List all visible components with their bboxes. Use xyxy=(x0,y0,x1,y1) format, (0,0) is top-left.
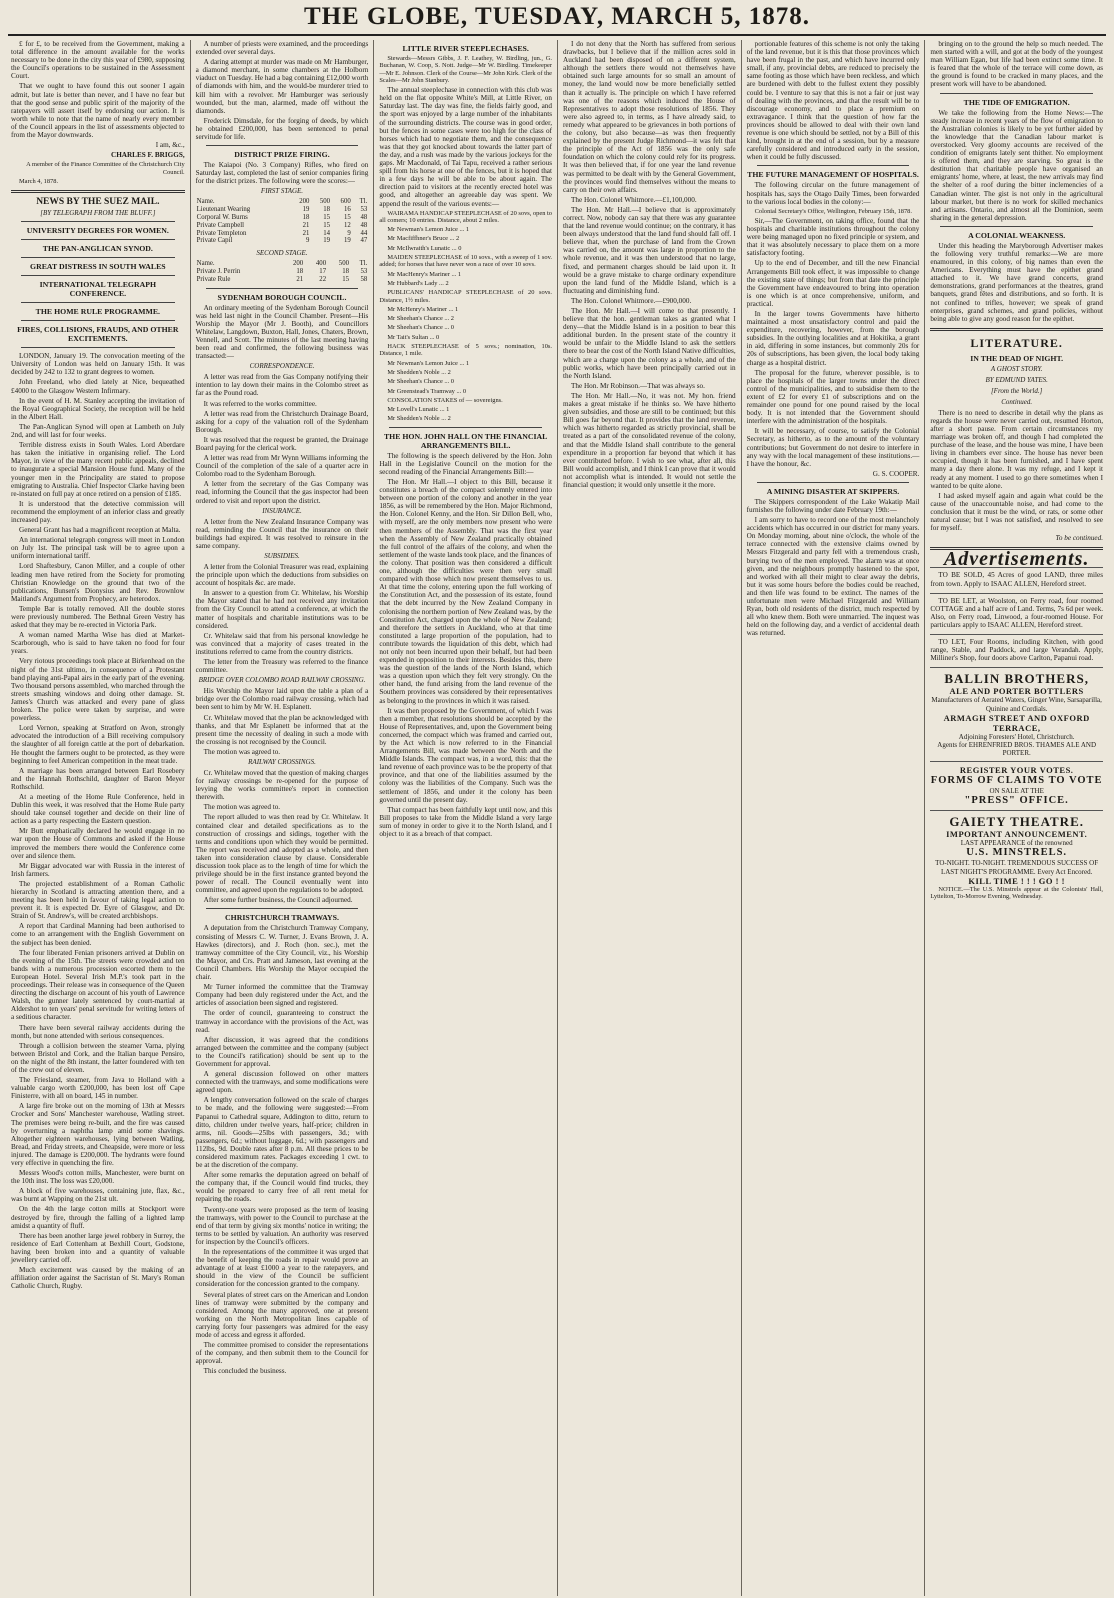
table-header-cell: Tl. xyxy=(359,260,368,268)
paragraph: A letter from the New Zealand Insurance Company was read, reminding the Council that the insurance on their buildings had expired. It was resolved to reinsure in the same company. xyxy=(195,517,369,550)
masthead xyxy=(8,0,1106,36)
paragraph: Lord Shaftesbury, Canon Miller, and a couple of other leading men have retired from the Society for promoting Christian Knowledge on the ground that two of the publications, Bunsen's Dionysius and Rev. Brownlow Maitland's Argument from Prophecy, are heterodox. xyxy=(11,562,185,603)
race-title: PUBLICANS' HANDICAP STEEPLECHASE of 20 sovs. Distance, 1½ miles. xyxy=(379,289,552,304)
table-cell: Private Rule xyxy=(196,275,231,283)
subheading: SECOND STAGE. xyxy=(256,249,308,258)
paragraph: The following circular on the future management of hospitals has, says the Otago Daily Times, been forwarded to the various local bodies in the colony:— xyxy=(746,181,920,206)
subheading: SUBSIDIES. xyxy=(264,552,300,561)
table-cell: 17 xyxy=(319,267,327,275)
paragraph: The Hon. Mr Robinson.—That was always so. xyxy=(571,381,705,390)
headline: CHRISTCHURCH TRAMWAYS. xyxy=(225,913,339,923)
table-row xyxy=(196,222,369,230)
ad-line: "PRESS" OFFICE. xyxy=(964,795,1069,807)
ad-line: IMPORTANT ANNOUNCEMENT. xyxy=(946,829,1088,840)
paragraph: A marriage has been arranged between Earl Rosebery and the Hannah Rothschild, daughter of Baron Meyer Rothschild. xyxy=(11,766,185,791)
paragraph: That we ought to have found this out sooner I again admit, but late is better than never, and I have no fear but that the good sense and public spirit of the majority of the ratepayers will assert itself by endorsing our action. It is worth while to note that the name of nearly every member of the Council appears in the list of assessments objected to from the Mayor downwards. xyxy=(11,82,185,140)
table-cell: 18 xyxy=(342,267,349,275)
paragraph: Several plates of street cars on the American and London lines of tramway were submitted by the company and considered. Among the many approved, one at present working on the North Metropolitan lines capable of carrying forty four passengers was admired for the easy mode of access and egress it afforded. xyxy=(195,1290,369,1339)
paragraph: A woman named Martha Wise has died at Market-Scarborough, who is said to have taken no food for four years. xyxy=(11,631,185,656)
paragraph: I had asked myself again and again what could be the cause of the unaccountable noise, and had come to the conclusion that it must be the wind, or rats, or some other natural cause; but I was not satisfied, and resolved to see for myself. xyxy=(930,491,1103,533)
ad-title: REGISTER YOUR VOTES. xyxy=(959,764,1074,775)
ad-line: ALE AND PORTER BOTTLERS xyxy=(949,686,1084,697)
divider xyxy=(21,239,175,240)
paragraph: The projected establishment of a Roman Catholic hierarchy in Scotland is attracting attention there, and a meeting has been held in favour of taking legal action to prevent it. It is expected Dr. Eyre of Glasgow, and Dr. Strain of St. Andrew's, will be created archbishops. xyxy=(11,879,185,921)
gaiety-theatre-ad xyxy=(930,810,1103,905)
ad-text: TO BE SOLD, 45 Acres of good LAND, three miles from town. Apply to ISAAC ALLEN, Hereford street. xyxy=(930,571,1103,588)
divider xyxy=(21,320,175,321)
headline: UNIVERSITY DEGREES FOR WOMEN. xyxy=(26,226,169,236)
table-cell: 15 xyxy=(323,221,331,229)
paragraph: A letter from the Colonial Treasurer was read, explaining the principle upon which the deductions from subsidies on account of hospitals &c. are made. xyxy=(195,563,369,588)
ad-line: TO-NIGHT. TO-NIGHT. TREMENDOUS SUCCESS OF LAST NIGHT'S PROGRAMME. Every Act Encored. xyxy=(935,859,1099,876)
paragraph: The report alluded to was then read by Cr. Whitelaw. It contained clear and detailed specifications as to the construction of crossings and sidings, together with the terms and conditions upon which they would be permitted. The report was received and adopted as a whole, and then taken into consideration clause by clause. Considerable discussion took place as to the length of time for which the privilege should be in the first instance granted beyond the power of recall. The Council eventually went into committee, and agreed upon the regulations to be adopted. xyxy=(195,813,369,895)
paragraph: It was then proposed by the Government, of which I was then a member, that resolutions should be accepted by the House of Representatives, and, upon the Government being concerned, the compact which was framed and carried out, by the Act which is now referred to in the Financial Arrangements Bill, was made between the North and the Middle Islands. The compact was, in a word, this: that the land revenue of each province was to be the property of that province, and that one of the liabilities assumed by the colony was the liabilities of the Company. Such was the settlement of 1856, and under it the colony has been governed until the present day. xyxy=(379,706,552,804)
table-cell: 19 xyxy=(302,206,310,214)
table-cell: 9 xyxy=(306,237,310,245)
paragraph: Lord Vernon, speaking at Stratford on Avon, strongly advocated the introduction of a Bill receiving compulsory the slaughter of all foreign cattle at the port of debarkation. He thought the farmers ought to be protected, as they were beginning to feel American competition in the meat trade. xyxy=(11,724,185,765)
table-cell: 48 xyxy=(360,214,368,221)
paragraph: I am sorry to have to record one of the most melancholy accidents which has occurred in our district for many years. On Monday morning, about nine o'clock, the whole of the terrace connected with the extensive claims owned by Messrs Fitzgerald and party fell with a tremendous crash, burying two of the men employed. The alarm was at once given, and the neighbours promptly hastened to the spot, and worked with all their might to clear away the debris, but it was some hours before the bodies could be reached, and then life was found to be extinct. The names of the unfortunate men were Michael Fitzgerald and William Ryan, both old residents of the district, much respected by all who knew them. Both were unmarried. The inquest was held on the following day, and a verdict of accidental death was returned. xyxy=(746,516,920,638)
ad-line: KILL TIME ! ! ! GO ! ! xyxy=(968,875,1065,886)
table-cell: 9 xyxy=(347,229,351,237)
race-result: Mr McIlwraith's Lunatic ... 0 xyxy=(387,244,462,252)
headline: LITTLE RIVER STEEPLECHASES. xyxy=(402,44,529,53)
column-4 xyxy=(557,40,741,1596)
paragraph: The four liberated Fenian prisoners arrived at Dublin on the evening of the 15th. The streets were crowded and ten bands with a numerous procession escorted them to the European Hotel. Several Irish M.P.'s took part in the proceedings. Their release was in consequence of the Queen directing the discharge on account of his youth of Lawrence Walsh, the gunner lately sentenced by court-martial at Aldershot to ten years' penal servitude for writing letters of a seditious character. xyxy=(11,948,185,1022)
table-header-cell: 500 xyxy=(338,260,349,268)
table-cell: 18 xyxy=(323,206,331,214)
table-cell: 15 xyxy=(342,275,349,283)
subheading: INSURANCE. xyxy=(262,506,302,515)
paragraph: The motion was agreed to. xyxy=(203,803,281,812)
paragraph: That compact has been faithfully kept until now, and this Bill proposes to take from the Middle Island a very large sum of money in order to give it to the North Island, and I object to it as a breach of that compact. xyxy=(379,805,552,839)
paragraph: There is no need to describe in detail why the plans as regards the house were never carried out, resumed Horton, after a short pause. From certain circumstances my marriage was broken off, and though I had completed the purchase of the lease, and the house was mine, I have been living in chambers ever since. The house has never been occupied, though it has been furnished, and I have spent many a day there alone. It was my refuge, and I kept it ready at any moment. I used to go there sometimes when I wanted to be quite alone. xyxy=(930,408,1103,490)
headline: FIRES, COLLISIONS, FRAUDS, AND OTHER EXCITEMENTS. xyxy=(17,325,179,344)
column-6 xyxy=(924,40,1108,1596)
signature: A member of the Finance Committee of the Christchurch City Council. xyxy=(26,161,185,176)
table-header-cell: 200 xyxy=(292,260,304,268)
paragraph: I do not deny that the North has suffered from serious drawbacks, but I believe that if the million acres sold in Auckland had been disposed of on a different system, although the settlers there would not themselves have obtained such large amounts for so small an amount of money, the land would now be more beneficially settled than it actually is. The principle on which I have referred was one of the reasons which induced the House of Representatives to adopt those resolutions of 1856. They were also agreed to, in terms, as I have already said, to remedy what appeared to be grievances in both portions of the colony, but also because—as was then frequently explained by the present Judge Richmond—it was felt that the principle of the Act of 1856 was the only safe foundation on which the colony could rely for its progress. It was then believed that, if for one year the land revenue was permitted to be dealt with by the General Government, the provinces would find themselves without the means to carry on their own affairs. xyxy=(563,40,736,194)
race-result: Mr Hubbard's Lady ... 2 xyxy=(387,279,449,287)
divider xyxy=(21,275,175,276)
paragraph: Mr Turner informed the committee that the Tramway Company had been duly registered under the Act, and the articles of association been signed and registered. xyxy=(195,983,369,1008)
ad-line: Manufacturers of Aerated Waters, Ginger Wine, Sarsaparilla, Quinine and Cordials. xyxy=(931,696,1102,713)
table-header-cell: 500 xyxy=(319,198,331,206)
paragraph: At a meeting of the Home Rule Conference, held in Dublin this week, it was resolved that the Home Rule party should take counsel together and decide on their line of action as a party respecting the Eastern question. xyxy=(11,792,185,826)
divider xyxy=(389,427,542,428)
table-cell: 12 xyxy=(343,221,351,229)
divider xyxy=(21,221,175,222)
paragraph: A letter was read from the Gas Company notifying their intention to lay down their mains in the Colombo street as far as the Pound road. xyxy=(195,373,369,398)
paragraph: There have been several railway accidents during the month, but none attended with serious consequences. xyxy=(11,1023,185,1040)
table-row xyxy=(196,230,369,238)
ad-line: ON SALE AT THE xyxy=(989,786,1044,795)
classified-ad xyxy=(930,634,1103,667)
table-cell: 21 xyxy=(296,275,304,283)
paragraph: Temple Bar is totally removed. All the double stores were previously numbered. The Bethnal Green Vestry has asked that they may be re-erected in Victoria Park. xyxy=(11,604,185,630)
subheading: CORRESPONDENCE. xyxy=(249,362,315,371)
paragraph: The Hon. Mr Hall.—No, it was not. My hon. friend makes a great mistake if he thinks so. We have hitherto given subsidies, and those are still to be continued; but this Bill goes far beyond that. It provides that the land revenue, which was hitherto regarded as strictly provincial, shall be treated as a part of the consolidated revenue of the colony, and that the Middle Island shall contribute to the general expenditure in a proportion far beyond that which it has ever contributed before. I wish to see what, after all, this Bill would accomplish, and I think I can prove that it would not accomplish what is intended. It would not settle the financial question; it would only unsettle it the more. xyxy=(563,391,736,489)
continued-label: Continued. xyxy=(1001,397,1033,406)
race-result: Mr Newman's Lemon Juice ... 1 xyxy=(387,226,470,234)
table-cell: 18 xyxy=(296,267,304,275)
subheading: FIRST STAGE. xyxy=(260,187,304,196)
section-heading: NEWS BY THE SUEZ MAIL. xyxy=(36,197,160,208)
table-cell: 48 xyxy=(360,221,368,229)
ad-notice: NOTICE.—The U.S. Minstrels appear at the Colonists' Hall, Lyttelton, To-Morrow Evening, Wednesday. xyxy=(930,885,1103,901)
paragraph: Very riotous proceedings took place at Birkenhead on the night of the 31st ultimo, in consequence of a Protestant band playing anti-Papal airs in the early part of the evening. Two thousand persons assembled, who marched through the streets smashing windows and doing other damage. St. James's Church was attacked and every pane of glass broken. The police were taken by surprise, and were powerless. xyxy=(11,657,185,723)
table-cell: 14 xyxy=(323,229,331,237)
table-row xyxy=(196,214,369,222)
divider xyxy=(21,302,175,303)
race-result: Mr Lovell's Lunatic ... 1 xyxy=(387,406,450,414)
ad-text: TO LET, Four Rooms, including Kitchen, with good range, Stable, and Paddock, and large Verandah. Apply, Milliner's Shop, four doors above Carlton, Papanui road. xyxy=(930,637,1103,663)
paragraph: The proposal for the future, wherever possible, is to place the hospitals of the larger towns under the direct control of the municipalities, and to subsidise them to the extent of £2 for every £1 of subscriptions and on the remainder one pound for one pound raised by the local body. It is not intended that the Government should interfere with the administration of the hospitals. xyxy=(746,368,920,426)
divider xyxy=(757,165,910,166)
paragraph: The Hon. Mr Hall.—I object to this Bill, because it constitutes a breach of the compact solemnly entered into between one portion of the colony and another in the year 1856, as will be remembered by the Hon. Major Richmond, the Hon. Colonel Kenny, and the Hon. Sir Dillon Bell, who, with myself, are the only members now present who were then members of the Assembly. That was the first year when the Assembly of New Zealand practically obtained the full control of the affairs of the colony, and when the settlement of the waste lands took place, and the finances of the colony. That position was then considered a difficult one, although the difficulties were then very small compared with those which now present themselves to us. At that time the colony, entering upon the full working of the Constitution Act, and the possession of its estate, found that the debt incurred by the New Zealand Company in colonising the northern portion of New Zealand was, by the Constitution Act, charged upon the whole of New Zealand; and therefore the settlers in Auckland, who at that time constituted a large proportion of the population, had to contribute towards the liquidation of this debt, which had not only not been incurred upon their behalf, but had been expended in opposition to their interests. Besides this, there was the question of the lands of the North Island, which was a question upon which they felt very strongly. On the other hand, the fund arising from the land revenue of the Southern provinces was considered by their representatives as belonging to the provinces in which it was raised. xyxy=(379,478,552,705)
results-table xyxy=(196,260,369,283)
table-cell: 18 xyxy=(302,214,310,221)
table-cell: Corporal W. Burns xyxy=(196,214,248,221)
divider xyxy=(11,190,185,193)
race-title: HACK STEEPLECHASE of 5 sovs.; nomination, 10s. Distance, 1 mile. xyxy=(379,343,552,358)
column-1 xyxy=(6,40,190,1596)
columns xyxy=(6,40,1108,1596)
paragraph: The Hon. Colonel Whitmore.—£1,100,000. xyxy=(571,195,697,204)
table-cell: Private Capil xyxy=(196,237,233,245)
table-cell: 16 xyxy=(343,206,351,214)
divider xyxy=(206,288,359,289)
paragraph: Frederick Dimsdale, for the forging of deeds, by which he obtained £200,000, has been sentenced to penal servitude for life. xyxy=(195,116,369,142)
paragraph: After some further business, the Council adjourned. xyxy=(203,896,353,905)
source-line: [From the World.] xyxy=(990,386,1043,395)
table-cell: 15 xyxy=(323,214,331,221)
paragraph: An international telegraph congress will meet in London on July 1st. The principal task will be to agree upon a uniform international tariff. xyxy=(11,536,185,561)
advertisements-heading: Advertisements. xyxy=(943,548,1090,571)
race-title: WAIRAMA HANDICAP STEEPLECHASE of 20 sovs, open to all comers; 10 entries. Distance, about 2 miles. xyxy=(379,209,552,224)
divider xyxy=(21,347,175,348)
table-header-cell: Name. xyxy=(196,198,215,206)
race-result: Mr Shedden's Noble ... 2 xyxy=(387,415,451,423)
paragraph: The Hon. Mr Hall.—I will come to that presently. I believe that the hon. gentleman takes as granted what I deny—that the Middle Island is in a position to bear this additional burden. In the present state of the country it would be unfair to the Middle Island to ask the settlers there to bear the cost of the North Island Native difficulties, which are a charge upon the colony as a whole, and of the public works, which have been principally carried out in the North Island. xyxy=(563,307,736,380)
headline: IN THE DEAD OF NIGHT. xyxy=(970,353,1064,363)
paragraph: After discussion, it was agreed that the conditions arranged between the committee and the company (subject to the Council's ratification) should be sent up to the Government for approval. xyxy=(195,1035,369,1068)
race-result: Mr Newman's Lemon Juice ... 1 xyxy=(387,359,470,367)
divider xyxy=(757,482,910,483)
results-table xyxy=(196,198,369,245)
signature: I am, &c., xyxy=(155,141,185,150)
paragraph: In the representations of the committee it was urged that the benefit of keeping the roads in repair would prove an advantage of at least £1000 a year to the ratepayers, and should in the view of the Council be sufficient consideration for the concession granted to the company. xyxy=(195,1248,369,1289)
register-votes-ad xyxy=(930,761,1103,810)
paragraph: Mr Biggar advocated war with Russia in the interest of Irish farmers. xyxy=(11,861,185,878)
headline: A MINING DISASTER AT SKIPPERS. xyxy=(766,486,900,496)
headline: INTERNATIONAL TELEGRAPH CONFERENCE. xyxy=(39,280,157,299)
byline: BY EDMUND YATES. xyxy=(985,375,1048,384)
paragraph: The committee promised to consider the representations of the company, and then submit them to the Council for approval. xyxy=(195,1341,369,1366)
to-be-continued: To be continued. xyxy=(1055,534,1103,543)
paragraph: LONDON, January 19. The convocation meeting of the University of London was held on January 15th. It was decided by 242 to 132 to grant degrees to women. xyxy=(11,352,185,377)
table-cell: 15 xyxy=(343,214,351,221)
paragraph: The annual steeplechase in connection with this club was held on the flat opposite White's Mill, at Little River, on Saturday last. The day was fine, the fields fairly good, and the sport was enjoyed by a large number of the inhabitants of the surrounding districts. The course was in good order, but the fences in some cases were too high for the class of horses which had to negotiate them, and the consequence was that they got knocked about towards the latter part of the day, and a rush was made by the various jockeys for the gaps. Mr Macdonald, of Tai Tapu, received a rather serious spill from his horse at one of the fences, but it is hoped that in a few days he will be able to be about again. The direction paid to visitors at the recently erected hotel was good, and altogether an agreeable day was spent. We append the result of the various events:— xyxy=(379,86,552,208)
paragraph: The letter from the Treasury was referred to the finance committee. xyxy=(195,658,369,675)
paragraph: The Friesland, steamer, from Java to Holland with a valuable cargo worth £200,000, has been lost off Cape Finisterre, with all on board, 145 in number. xyxy=(11,1076,185,1101)
paragraph: Through a collision between the steamer Varna, plying between Bristol and Cork, and the Italian barque Pensiro, on the night of the 8th instant, the latter foundered with ten of the crew out of eleven. xyxy=(11,1041,185,1074)
paragraph: £ for £, to be received from the Government, making a total difference in the amount available for the works necessary to be done in the city this year of £980, supposing the Council's operations to be sustained in the Assessment Court. xyxy=(11,40,185,81)
paragraph: In answer to a question from Cr. Whitelaw, his Worship the Mayor stated that he had not received any invitation from the City Council to attend a conference, at which the matter of hospitals and charitable institutions was to be considered. xyxy=(195,589,369,630)
race-title: CONSOLATION STAKES of — sovereigns. xyxy=(387,396,503,404)
table-row xyxy=(196,206,369,214)
paragraph: Stewards—Messrs Gibbs, J. F. Leathey, W. Birdling, jun., G. Buchanan, W. Coop, S. Nott. Judge—Mr W. Birdling. Timekeeper—Mr E. Johnson. Clerk of the Course—Mr John Kirk. Clerk of the Scales—Mr John Stanbury. xyxy=(379,55,552,84)
race-result: Mr Shedden's Noble ... 2 xyxy=(387,368,451,376)
table-cell: 53 xyxy=(360,267,368,275)
table-cell: Private Templeton xyxy=(196,229,247,237)
paragraph: After some remarks the deputation agreed on behalf of the company that, if the Council would find trucks, they would be prepared to carry free of all rent metal for repairing the roads. xyxy=(195,1171,369,1204)
paragraph: There has been another large jewel robbery in Surrey, the residence of Earl Cottenham at Bexhill Court, Godstone, having been broken into and a quantity of valuable jewellery carried off. xyxy=(11,1231,185,1265)
table-row xyxy=(196,276,369,284)
table-cell: 19 xyxy=(323,237,331,245)
headline: GREAT DISTRESS IN SOUTH WALES xyxy=(30,262,166,272)
headline: THE HOME RULE PROGRAMME. xyxy=(35,307,160,317)
table-cell: 44 xyxy=(360,229,368,237)
section-heading: LITERATURE. xyxy=(970,335,1063,350)
headline: THE HON. JOHN HALL ON THE FINANCIAL ARRANGEMENTS BILL. xyxy=(383,431,548,450)
table-header-cell: 200 xyxy=(299,198,310,206)
race-result: Mr Sheehan's Chance ... 0 xyxy=(387,378,454,386)
paragraph: A letter was read from the Christchurch Drainage Board, asking for a copy of the valuation roll of the Sydenham Borough. xyxy=(195,409,369,434)
ad-line: Agents for EHRENFRIED BROS. THAMES ALE AND PORTER. xyxy=(937,741,1097,758)
table-cell: 21 xyxy=(302,221,310,229)
paragraph: In the larger towns Governments have hitherto maintained a most unsatisfactory control and paid the expenditure, recovering, however, from the borough subsidies. In the outlying localities and at Hokitika, a grant in aid, differing in some instances, but commonly 20s for 20s of subscriptions, has been given, the local body taking charge as a hospital district. xyxy=(746,310,920,367)
divider xyxy=(206,908,359,909)
ad-title: BALLIN BROTHERS, xyxy=(944,671,1089,687)
race-result: Mr Macfiffhner's Bruce ... 2 xyxy=(387,235,460,243)
race-result: Mr Tait's Sultan ... 0 xyxy=(387,333,440,341)
paragraph: General Grant has had a magnificent reception at Malta. xyxy=(19,526,181,535)
paragraph: A letter from the secretary of the Gas Company was read, informing the Council that the gas inspector had been ordered to visit and report upon the district. xyxy=(195,480,369,505)
table-header-cell: Tl. xyxy=(359,198,368,206)
paragraph: The Hon. Colonel Whitmore.—£900,000. xyxy=(571,296,692,305)
paragraph: An ordinary meeting of the Sydenham Borough Council was held last night in the Council Chamber. Present—His Worship the Mayor (Mr J. Booth), and Councillors Whitelaw, Langdown, Buxton, Hall, Jones, Chaters, Brown, Vennell, and Scott. The minutes of the last meeting having been read and confirmed, the following business was transacted:— xyxy=(195,303,369,361)
masthead-title: THE GLOBE, TUESDAY, MARCH 5, 1878. xyxy=(303,3,811,30)
paragraph: The Skippers correspondent of the Lake Wakatip Mail furnishes the following under date February 19th:— xyxy=(746,497,920,514)
paragraph: His Worship the Mayor laid upon the table a plan of a bridge over the Colombo road railway crossing, which had been sent to him by Mr W. H. Esplanett. xyxy=(195,687,369,712)
paragraph: The Pan-Anglican Synod will open at Lambeth on July 2nd, and will last for four weeks. xyxy=(11,422,185,440)
subheading: [BY TELEGRAPH FROM THE BLUFF.] xyxy=(40,209,156,218)
ballin-ad xyxy=(930,667,1103,760)
paragraph: A lengthy conversation followed on the scale of charges to be made, and the following were suggested:—From Papanui to Cathedral square, Addington to ditto, return to ditto, children under twelve years, half-price; children in arms, nil. Goods—25lbs with passengers, 3d.; with passengers, 6d.; without luggage, 6d.; with passengers and 112lbs, 9d. Double rates after 8 p.m. All these prices to be considered maximum rates. Packages exceeding 1 cwt. to be at the discretion of the company. xyxy=(195,1096,369,1170)
paragraph: Up to the end of December, and till the new Financial Arrangements Bill took effect, it was impossible to change the existing state of things; but from that date the principle the Government have endeavoured to bring into operation is one which is at once comprehensive, uniform, and practical. xyxy=(746,259,920,308)
ad-line: ARMAGH STREET AND OXFORD TERRACE, xyxy=(943,712,1090,733)
table-cell: 22 xyxy=(319,275,327,283)
paragraph: bringing on to the ground the help so much needed. The men started with a will, and got at the body of the youngest man William Egan, but life had been extinct some time. It is feared that the whole of the terrace will come down, as the ground is found to be cracked in many places, and the present work will have to be abandoned. xyxy=(930,40,1103,89)
paragraph: A number of priests were examined, and the proceedings extended over several days. xyxy=(195,40,369,57)
paragraph: A daring attempt at murder was made on Mr Hamburger, a diamond merchant, in some chambers at the Holborn viaduct on Tuesday. He had a bag containing £12,000 worth of diamonds with him, and the would-be murderer tried to kill him with a revolver. Mr Hamburger was seriously wounded, but the man, alarmed, made off without the diamonds. xyxy=(195,58,369,115)
paragraph: A letter was read from Mr Wynn Williams informing the Council of the completion of the sale of a quarter acre in Colombo road to the Sydenham Borough. xyxy=(195,454,369,479)
paragraph: It was referred to the works committee. xyxy=(203,399,317,408)
race-result: Mr Greenstead's Tramway ... 0 xyxy=(387,387,467,395)
race-result: Mr MacHenry's Mariner ... 1 xyxy=(387,270,462,278)
dateline: March 4, 1878. xyxy=(19,177,59,185)
ad-line: FORMS OF CLAIMS TO VOTE xyxy=(930,774,1103,786)
table-header-row xyxy=(196,260,369,268)
column-2 xyxy=(190,40,374,1596)
headline: THE PAN-ANGLICAN SYNOD. xyxy=(42,244,153,254)
paragraph: Much excitement was caused by the making of an affiliation order against the Sacristan of St. Mary's Roman Catholic Church, Rugby. xyxy=(11,1266,185,1291)
headline: THE TIDE OF EMIGRATION. xyxy=(963,97,1070,107)
paragraph: A block of five warehouses, containing jute, flax, &c., was burnt at Wapping on the 21st ult. xyxy=(11,1187,185,1204)
table-header-row xyxy=(196,198,369,206)
table-row xyxy=(196,268,369,276)
table-cell: Lieutenant Wearing xyxy=(196,206,251,214)
paragraph: The motion was agreed to. xyxy=(203,747,281,756)
paragraph: It is understood that the detective commission will recommend the employment of an inferior class and greatly increased pay. xyxy=(11,499,185,524)
ad-line: U.S. MINSTRELS. xyxy=(966,847,1068,859)
paragraph: A report that Cardinal Manning had been authorised to come to an arrangement with the English Government on the subject has been denied. xyxy=(11,922,185,947)
table-header-cell: 400 xyxy=(315,260,327,268)
signature: CHARLES F. BRIGGS, xyxy=(111,151,185,160)
paragraph: The order of council, guaranteeing to construct the tramway in accordance with the provisions of the Act, was read. xyxy=(195,1009,369,1034)
paragraph: Messrs Wood's cotton mills, Manchester, were burnt on the 10th inst. The loss was £20,000. xyxy=(11,1169,185,1186)
table-cell: 58 xyxy=(360,275,368,283)
table-cell: 19 xyxy=(343,237,351,245)
race-result: Mr Sheehan's Chance ... 2 xyxy=(387,315,454,323)
signature: G. S. COOPER. xyxy=(872,469,920,478)
table-cell: 21 xyxy=(302,229,310,237)
table-cell: 47 xyxy=(360,237,368,245)
race-result: Mr Sheehan's Chance ... 0 xyxy=(387,324,454,332)
paragraph: Cr. Whitelaw moved that the plan be acknowledged with thanks, and that Mr Esplanett be informed that at the present time the necessity of dealing in such a mode with the crossing is not recognised by the Council. xyxy=(195,713,369,746)
paragraph: A large fire broke out on the morning of 13th at Messrs Crocker and Sons' Manchester warehouse, Watling street. The premises were being re-built, and the fire was caused by overturning a naphtha lamp amid some shavings. Altogether eighteen warehouses, lying between Watling, Bread, and Friday streets, and Cheapside, were more or less injured. The damage is £200,000. The hydrants were found very effective in quenching the fire. xyxy=(11,1102,185,1168)
paragraph: portionable features of this scheme is not only the taking of the land revenue, but it is this that those provinces which have been frugal in the past, and which have incurred only small, if any, provincial debts, are reduced to precisely the same footing as those which have been reckless, and which are burdened with debt to the fullest extent they possibly could be. I venture to say that this is not a fair or just way of dealing with the provinces, and that the result will be to discourage economy, and to place a premium on extravagance. I think that the question of how far the provinces should be allowed to deal with their own land revenue is one which should be settled, not by a Bill of this kind, brought in at the end of a session, but by a measure carefully considered and introduced early in the session, when it could be fully discussed. xyxy=(746,40,920,162)
classified-ad xyxy=(930,567,1103,592)
table-header-cell: Name. xyxy=(196,260,215,268)
column-3 xyxy=(373,40,557,1596)
paragraph: It will be necessary, of course, to satisfy the Colonial Secretary, as hitherto, as to the amount of the voluntary contributions; but Government do not desire to interfere in any way with the local management of these institutions.—I have the honour, &c. xyxy=(746,427,920,468)
paragraph: Cr. Whitelaw said that from his personal knowledge he was convinced that a majority of cases treated in the institutions referred to came from the country districts. xyxy=(195,631,369,656)
paragraph: The Hon. Mr Hall.—I believe that is approximately correct. Now, nobody can say that there was any guarantee that the land revenue would continue; on the contrary, it has been always understood that the land fund should fall off. I believe that, when the purchase of land from the Crown was carried on, the amount was large in proportion to the whole revenue, and it was then understood that no large, fixed, and permanent charges should be laid upon it. It would be a grave mistake to charge ordinary expenditure upon the land fund of the Middle Island, which is a fluctuating and diminishing fund. xyxy=(563,205,736,295)
table-cell: Private Campbell xyxy=(196,221,245,229)
headline: SYDENHAM BOROUGH COUNCIL. xyxy=(217,292,347,302)
table-cell: 53 xyxy=(360,206,368,214)
headline: THE FUTURE MANAGEMENT OF HOSPITALS. xyxy=(747,170,919,180)
paragraph: John Freeland, who died lately at Nice, bequeathed £4000 to the Glasgow Western Infirmary. xyxy=(11,378,185,395)
paragraph: Cr. Whitelaw moved that the question of making charges for railway crossings be re-opened for the purpose of levying the works committee's report in connection therewith. xyxy=(195,768,369,802)
divider xyxy=(206,145,359,146)
table-row xyxy=(196,237,369,245)
paragraph: Terrible distress exists in South Wales. Lord Aberdare has taken the initiative in organising relief. The Lord Mayor, in view of the many recent public appeals, declined to inaugurate a special Mansion House fund. Many of the younger men in the Principality are stated to propose emigrating to Australia. Chief Inspector Clarke having been re-instated on full pay at once retired on a pension of £185. xyxy=(11,441,185,498)
race-result: Mr McHenry's Mariner ... 1 xyxy=(387,305,459,313)
paragraph: Sir,—The Government, on taking office, found that the hospitals and charitable institutions throughout the colony were being managed upon no fixed principle or system, and that it was absolutely necessary to place them on a more satisfactory footing. xyxy=(746,216,920,258)
paragraph: Twenty-one years were proposed as the term of leasing the tramways, with power to the Council to purchase at the end of that term by giving six months' notice in writing; the terms to be settled by valuation. An authority was reserved for inspection by the Council's officers. xyxy=(195,1205,369,1246)
paragraph: On the 4th the large cotton mills at Stockport were destroyed by fire, through the falling of a lighted lamp amidst a quantity of fluff. xyxy=(11,1205,185,1230)
divider xyxy=(21,257,175,258)
dateline: Colonial Secretary's Office, Wellington, February 15th, 1878. xyxy=(754,207,912,215)
paragraph: It was resolved that the request be granted, the Drainage Board paying for the clerical work. xyxy=(195,435,369,452)
paragraph: A general discussion followed on other matters connected with the tramways, and some modifications were agreed upon. xyxy=(195,1070,369,1095)
table-header-cell: 600 xyxy=(340,198,351,206)
headline: DISTRICT PRIZE FIRING. xyxy=(234,150,330,160)
paragraph: The following is the speech delivered by the Hon. John Hall in the Legislative Council on the motion for the second reading of the Financial Arrangements Bill:— xyxy=(379,451,552,476)
paragraph: The Kaiapoi (No. 3 Company) Rifles, who fired on Saturday last, completed the last of senior companies firing for the district prizes. The following were the scores:— xyxy=(195,161,369,186)
ad-title: GAIETY THEATRE. xyxy=(949,814,1084,830)
headline: A COLONIAL WEAKNESS. xyxy=(968,230,1066,240)
divider xyxy=(940,226,1093,227)
paragraph: In the event of H. M. Stanley accepting the invitation of the Royal Geographical Society, the reception will be held in the Albert Hall. xyxy=(11,396,185,421)
paragraph: Mr Butt emphatically declared he would engage in no war upon the House of Commons and asked if the House improved the members there would the Conference come over and silence them. xyxy=(11,827,185,860)
subheading: RAILWAY CROSSINGS. xyxy=(248,757,316,766)
race-title: MAIDEN STEEPLECHASE of 10 sovs., with a sweep of 1 sov. added; for horses that have never won a race of over 10 sovs. xyxy=(379,254,552,269)
ad-line: LAST APPEARANCE of the renowned xyxy=(960,839,1073,848)
paragraph: A deputation from the Christchurch Tramway Company, consisting of Messrs C. W. Turner, J. Evans Brown, J. A. Hawkes (directors), and J. Roch (hon. sec.), met the tramway committee of the City Council, viz., his Worship the Mayor, and Crs. Pratt and Jameson, last evening at the Council Chambers. His Worship the Mayor occupied the chair. xyxy=(195,924,369,982)
subheading: A GHOST STORY. xyxy=(990,364,1043,373)
paragraph: This concluded the business. xyxy=(203,1367,287,1376)
paragraph: We take the following from the Home News:—The steady increase in recent years of the flow of emigration to the Australian colonies is likely to be yet further aided by the knowledge that the Canadian labour market is overstocked. Very gloomy accounts are received of the condition of emigrants lately sent thither. No employment is offered them, and they are starving. So great is the destitution that charitable people have organised an emigrants' home, where, at least, the new arrivals may find the shelter of a roof during the bitter inclemencies of a Canadian winter. The gist is not only in the agricultural labour market, but there is no work for skilled mechanics and artisans. Ontario, and almost all the Dominion, seem sharing in the general depression. xyxy=(930,108,1103,222)
paragraph: Under this heading the Maryborough Advertiser makes the following very truthful remarks:—We are more enamoured, in this colony, of big names than even the Americans. Everything must have the epithet grand attached to it. We have grand concerts, grand demonstrations, grand performances at the theatres, grand banquets, grand fêtes and distributions, and so forth. It is not confined to trifles, however; we speak of grand enterprises, grand schemes, and grand policies, without being able to give any good reason for the epithet. xyxy=(930,241,1103,323)
classified-ad xyxy=(930,593,1103,634)
divider xyxy=(940,93,1093,94)
subheading: BRIDGE OVER COLOMBO ROAD RAILWAY CROSSING. xyxy=(198,676,366,685)
divider xyxy=(930,328,1103,331)
column-5 xyxy=(741,40,925,1596)
table-cell: Private J. Perrin xyxy=(196,267,241,275)
ad-text: TO BE LET, at Woolston, on Ferry road, four roomed COTTAGE and a half acre of Land. Terms, 7s 6d per week. Also, on Ferry road, Linwood, a four-roomed House. For particulars apply to ISAAC ALLEN, Hereford street. xyxy=(930,596,1103,629)
ad-line: Adjoining Foresters' Hotel, Christchurch. xyxy=(958,732,1075,741)
